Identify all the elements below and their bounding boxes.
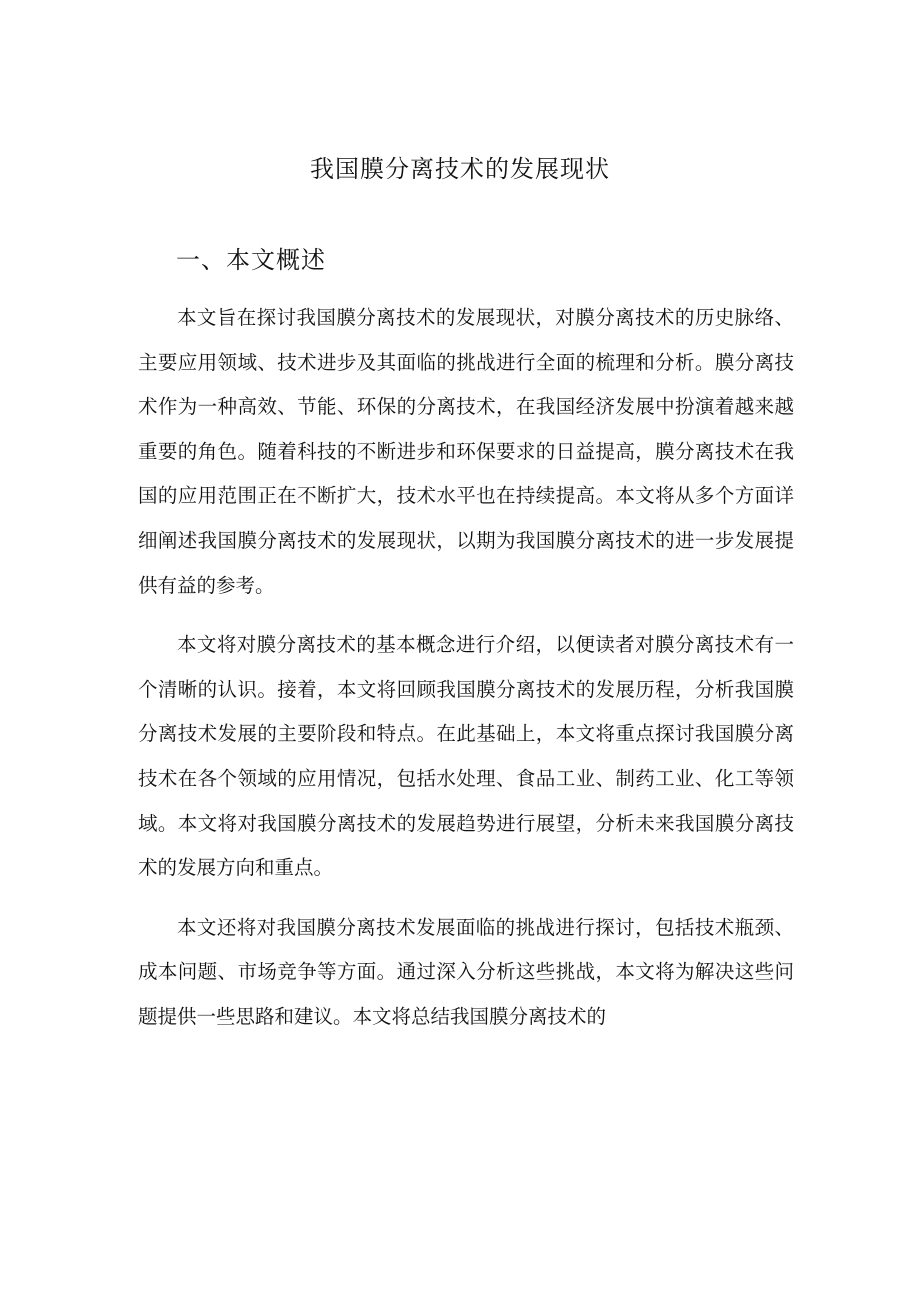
section-heading-overview: 一、本文概述: [176, 246, 326, 274]
document-body: [138, 296, 794, 1055]
paragraph-1: 本文旨在探讨我国膜分离技术的发展现状，对膜分离技术的历史脉络、主要应用领域、技术进步及其面临的挑战进行全面的梳理和分析。膜分离技术作为一种高效、节能、环保的分离技术，在我国经济发展中扮演着越来越重要的角色。随着科技的不断进步和环保要求的日益提高，膜分离技术在我国的应用范围正在不断扩大，技术水平也在持续提高。本文将从多个方面详细阐述我国膜分离技术的发展现状，以期为我国膜分离技术的进一步发展提供有益的参考。: [138, 306, 794, 597]
paragraph-3: 本文还将对我国膜分离技术发展面临的挑战进行探讨，包括技术瓶颈、成本问题、市场竞争等方面。通过深入分析这些挑战，本文将为解决这些问题提供一些思路和建议。本文将总结我国膜分离技术的: [138, 915, 794, 1028]
document-title: 我国膜分离技术的发展现状: [310, 155, 610, 183]
paragraph-2: 本文将对膜分离技术的基本概念进行介绍，以便读者对膜分离技术有一个清晰的认识。接着，本文将回顾我国膜分离技术的发展历程，分析我国膜分离技术发展的主要阶段和特点。在此基础上，本文将重点探讨我国膜分离技术在各个领域的应用情况，包括水处理、食品工业、制药工业、化工等领域。本文将对我国膜分离技术的发展趋势进行展望，分析未来我国膜分离技术的发展方向和重点。: [138, 633, 794, 880]
